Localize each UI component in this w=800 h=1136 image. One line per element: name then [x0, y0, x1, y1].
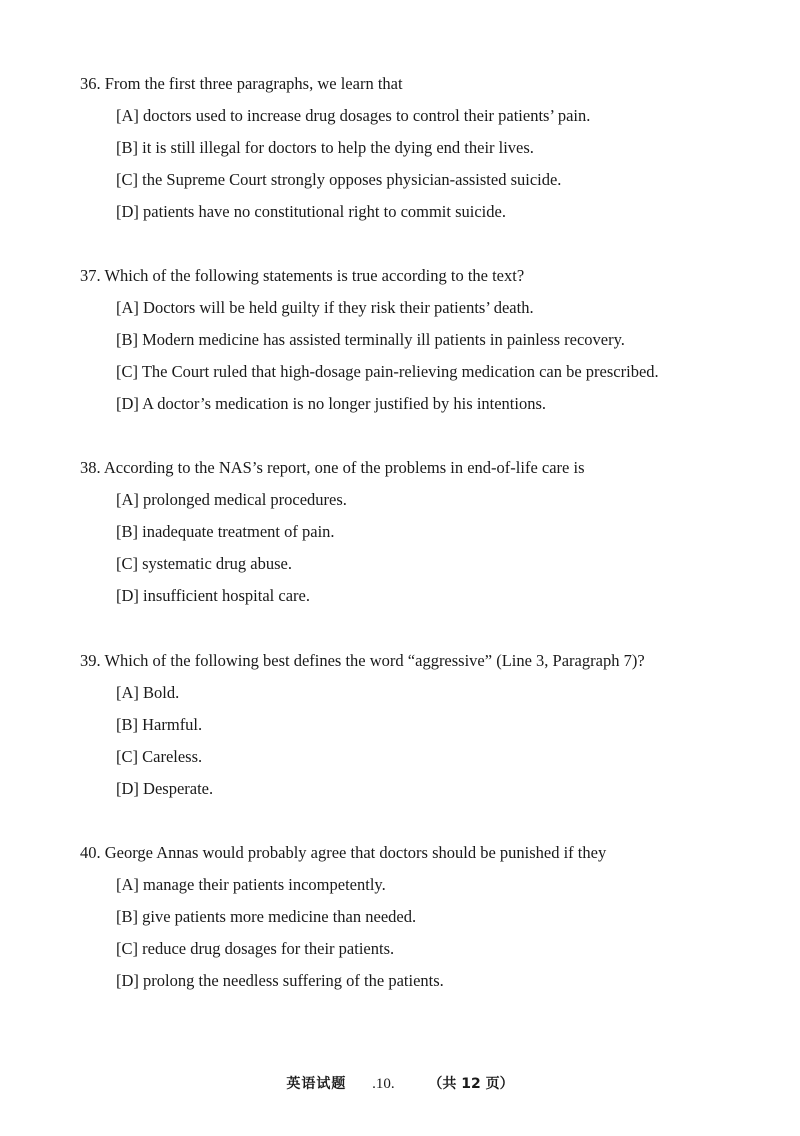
- option-d: [D] patients have no constitutional right to commit suicide.: [116, 202, 506, 221]
- option-d: [D] insufficient hospital care.: [116, 586, 310, 605]
- option-a: [A] Bold.: [116, 683, 180, 702]
- option-a: [A] prolonged medical procedures.: [116, 490, 347, 509]
- option-d: [D] Desperate.: [116, 779, 214, 798]
- option-c: [C] The Court ruled that high-dosage pain-relieving medication can be prescribed.: [116, 362, 659, 381]
- option-d: [D] A doctor’s medication is no longer justified by his intentions.: [116, 394, 547, 413]
- question-stem: 40. George Annas would probably agree that doctors should be punished if they: [80, 843, 607, 862]
- footer-total-pages: （共 12 页）: [428, 1076, 514, 1092]
- question-stem: 39. Which of the following best defines the word “aggressive” (Line 3, Paragraph 7)?: [80, 651, 645, 670]
- option-a: [A] Doctors will be held guilty if they risk their patients’ death.: [116, 298, 534, 317]
- option-b: [B] inadequate treatment of pain.: [116, 522, 335, 541]
- option-b: [B] give patients more medicine than needed.: [116, 907, 417, 926]
- option-b: [B] Modern medicine has assisted terminally ill patients in painless recovery.: [116, 330, 625, 349]
- option-b: [B] it is still illegal for doctors to help the dying end their lives.: [116, 138, 534, 157]
- option-d: [D] prolong the needless suffering of the patients.: [116, 971, 444, 990]
- question-stem: 37. Which of the following statements is true according to the text?: [80, 266, 525, 285]
- page-footer: [0, 1074, 800, 1094]
- option-a: [A] doctors used to increase drug dosages to control their patients’ pain.: [116, 106, 591, 125]
- option-c: [C] systematic drug abuse.: [116, 554, 292, 573]
- question-stem: 36. From the first three paragraphs, we learn that: [80, 74, 403, 93]
- question-stem: 38. According to the NAS’s report, one of the problems in end-of-life care is: [80, 458, 585, 477]
- option-c: [C] the Supreme Court strongly opposes physician-assisted suicide.: [116, 170, 562, 189]
- option-c: [C] reduce drug dosages for their patients.: [116, 939, 395, 958]
- footer-title: 英语试题: [286, 1076, 347, 1092]
- option-b: [B] Harmful.: [116, 715, 203, 734]
- footer-page-number: .10.: [372, 1076, 395, 1092]
- option-a: [A] manage their patients incompetently.: [116, 875, 386, 894]
- option-c: [C] Careless.: [116, 747, 203, 766]
